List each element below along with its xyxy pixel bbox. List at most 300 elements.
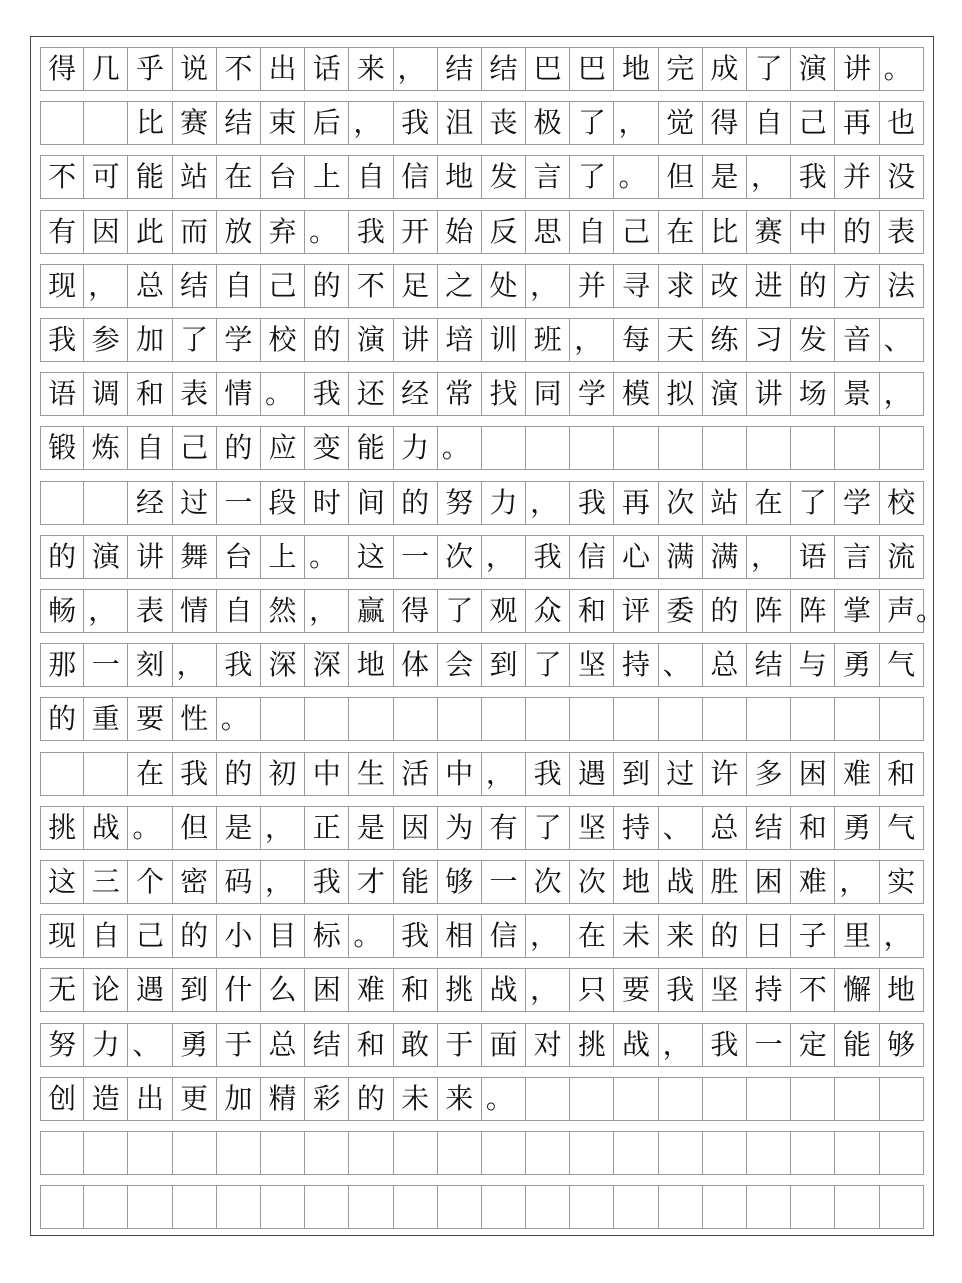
grid-cell: ， [835, 860, 879, 904]
grid-cell: 过 [173, 481, 217, 525]
grid-cell: 来 [438, 1077, 482, 1121]
grid-cell: 表 [128, 589, 172, 633]
grid-cell: 求 [659, 264, 703, 308]
grid-cell: 要 [128, 697, 172, 741]
grid-cell: 几 [84, 47, 128, 91]
grid-cell: 并 [570, 264, 614, 308]
grid-cell: 的 [40, 697, 84, 741]
grid-cell: 、 [128, 1023, 172, 1067]
grid-cell: 比 [703, 210, 747, 254]
grid-cell: 台 [261, 155, 305, 199]
grid-cell: 挑 [570, 1023, 614, 1067]
grid-row [40, 1023, 924, 1067]
grid-cell: 自 [217, 264, 261, 308]
grid-row [40, 318, 924, 362]
grid-cell: 多 [747, 752, 791, 796]
grid-cell: 法 [880, 264, 924, 308]
grid-cell: 模 [614, 372, 658, 416]
grid-cell: 讲 [128, 535, 172, 579]
grid-cell: 。 [880, 47, 924, 91]
grid-cell: ， [570, 318, 614, 362]
grid-cell: 了 [438, 589, 482, 633]
grid-cell: 因 [84, 210, 128, 254]
grid-cell: 己 [614, 210, 658, 254]
grid-cell: 努 [40, 1023, 84, 1067]
grid-cell: 开 [394, 210, 438, 254]
grid-cell: 信 [570, 535, 614, 579]
grid-cell: ， [305, 589, 349, 633]
grid-cell: 炼 [84, 426, 128, 470]
grid-cell: 天 [659, 318, 703, 362]
grid-cell: ， [261, 806, 305, 850]
grid-cell [438, 1131, 482, 1175]
grid-cell: 不 [791, 968, 835, 1012]
grid-cell: 的 [305, 264, 349, 308]
grid-cell: 在 [659, 210, 703, 254]
grid-cell: 到 [614, 752, 658, 796]
grid-cell: ， [482, 752, 526, 796]
grid-row [40, 1185, 924, 1229]
grid-cell: 于 [438, 1023, 482, 1067]
grid-cell: ， [526, 481, 570, 525]
grid-cell [659, 426, 703, 470]
grid-cell: 一 [84, 643, 128, 687]
grid-cell: 能 [349, 426, 393, 470]
grid-cell: 这 [40, 860, 84, 904]
grid-cell: 赛 [173, 101, 217, 145]
grid-cell: 和 [791, 806, 835, 850]
grid-cell: 到 [482, 643, 526, 687]
grid-cell: 培 [438, 318, 482, 362]
grid-cell: 我 [305, 372, 349, 416]
grid-cell: 台 [217, 535, 261, 579]
grid-cell [128, 1185, 172, 1229]
grid-cell: 弃 [261, 210, 305, 254]
grid-cell: 实 [880, 860, 924, 904]
grid-cell: 委 [659, 589, 703, 633]
grid-cell: ， [394, 47, 438, 91]
grid-cell [40, 481, 84, 525]
grid-cell: 正 [305, 806, 349, 850]
grid-cell: 未 [614, 914, 658, 958]
grid-cell [791, 1131, 835, 1175]
grid-cell [747, 1185, 791, 1229]
grid-cell: 己 [791, 101, 835, 145]
grid-cell [84, 1131, 128, 1175]
grid-row [40, 697, 924, 741]
grid-cell: 放 [217, 210, 261, 254]
grid-cell: 还 [349, 372, 393, 416]
grid-cell: 结 [482, 47, 526, 91]
grid-cell: 和 [570, 589, 614, 633]
grid-cell: 气 [880, 806, 924, 850]
grid-cell: 但 [173, 806, 217, 850]
grid-cell: 困 [747, 860, 791, 904]
grid-cell: 标 [305, 914, 349, 958]
grid-cell: 然 [261, 589, 305, 633]
grid-cell: 坚 [703, 968, 747, 1012]
grid-cell: 了 [791, 481, 835, 525]
grid-cell: 声 [880, 589, 924, 633]
grid-cell [614, 697, 658, 741]
grid-cell: 锻 [40, 426, 84, 470]
grid-cell: 刻 [128, 643, 172, 687]
grid-cell [570, 426, 614, 470]
grid-cell [305, 697, 349, 741]
grid-cell: 之 [438, 264, 482, 308]
grid-cell: ， [482, 535, 526, 579]
grid-cell [703, 697, 747, 741]
grid-cell: 子 [791, 914, 835, 958]
grid-cell: 次 [659, 481, 703, 525]
grid-cell [880, 1077, 924, 1121]
grid-cell: 觉 [659, 101, 703, 145]
grid-cell [217, 1131, 261, 1175]
grid-cell: 加 [217, 1077, 261, 1121]
grid-cell: 足 [394, 264, 438, 308]
grid-cell: 寻 [614, 264, 658, 308]
grid-cell: 得 [40, 47, 84, 91]
grid-cell [526, 426, 570, 470]
grid-cell [880, 426, 924, 470]
grid-cell: 自 [349, 155, 393, 199]
grid-cell: 一 [747, 1023, 791, 1067]
grid-cell: 码 [217, 860, 261, 904]
grid-cell: 有 [482, 806, 526, 850]
grid-cell: 到 [173, 968, 217, 1012]
grid-cell: 总 [703, 806, 747, 850]
grid-cell [261, 1131, 305, 1175]
grid-cell [747, 697, 791, 741]
grid-row [40, 535, 924, 579]
grid-cell: 众 [526, 589, 570, 633]
grid-cell: 加 [128, 318, 172, 362]
grid-cell: 过 [659, 752, 703, 796]
grid-cell: ， [747, 535, 791, 579]
grid-cell: 中 [438, 752, 482, 796]
grid-cell: 的 [349, 1077, 393, 1121]
grid-cell: 才 [349, 860, 393, 904]
grid-cell: 话 [305, 47, 349, 91]
grid-cell: 初 [261, 752, 305, 796]
grid-cell: 阵 [747, 589, 791, 633]
grid-cell: 掌 [835, 589, 879, 633]
grid-cell: 乎 [128, 47, 172, 91]
grid-cell: 够 [880, 1023, 924, 1067]
grid-cell: ， [526, 968, 570, 1012]
grid-cell: 地 [614, 47, 658, 91]
grid-cell: 的 [173, 914, 217, 958]
grid-cell: 挑 [40, 806, 84, 850]
grid-row [40, 155, 924, 199]
grid-cell [261, 1185, 305, 1229]
grid-cell: 持 [614, 806, 658, 850]
grid-cell: 改 [703, 264, 747, 308]
grid-cell: 信 [394, 155, 438, 199]
grid-cell: ， [84, 264, 128, 308]
grid-cell: 我 [526, 535, 570, 579]
grid-cell: 次 [438, 535, 482, 579]
grid-cell [349, 1185, 393, 1229]
grid-cell: 能 [394, 860, 438, 904]
grid-cell: 自 [84, 914, 128, 958]
grid-cell: 极 [526, 101, 570, 145]
grid-cell: 赢 [349, 589, 393, 633]
grid-cell: 。 [128, 806, 172, 850]
grid-cell: 束 [261, 101, 305, 145]
grid-cell: 战 [84, 806, 128, 850]
grid-cell [261, 697, 305, 741]
grid-cell: 言 [835, 535, 879, 579]
grid-cell: 我 [659, 968, 703, 1012]
grid-cell: 精 [261, 1077, 305, 1121]
grid-cell: 习 [747, 318, 791, 362]
grid-cell [84, 101, 128, 145]
grid-cell: ， [349, 101, 393, 145]
grid-cell [747, 426, 791, 470]
grid-cell: 结 [305, 1023, 349, 1067]
grid-row [40, 47, 924, 91]
grid-cell: 。 [305, 535, 349, 579]
grid-cell: 够 [438, 860, 482, 904]
grid-cell [349, 697, 393, 741]
grid-cell [614, 1185, 658, 1229]
grid-cell: 时 [305, 481, 349, 525]
grid-cell: 处 [482, 264, 526, 308]
grid-cell: 方 [835, 264, 879, 308]
grid-cell: 是 [349, 806, 393, 850]
grid-cell: 的 [791, 264, 835, 308]
grid-cell: 同 [526, 372, 570, 416]
grid-cell: 和 [349, 1023, 393, 1067]
grid-cell: 能 [835, 1023, 879, 1067]
grid-cell [40, 1131, 84, 1175]
grid-cell [482, 1185, 526, 1229]
grid-cell [570, 1131, 614, 1175]
grid-cell: 班 [526, 318, 570, 362]
grid-cell: 应 [261, 426, 305, 470]
grid-cell [835, 697, 879, 741]
grid-cell [394, 1131, 438, 1175]
grid-cell: 、 [659, 643, 703, 687]
grid-cell: 发 [791, 318, 835, 362]
grid-cell: ， [526, 914, 570, 958]
grid-cell: 深 [305, 643, 349, 687]
grid-cell: 的 [394, 481, 438, 525]
grid-cell: 找 [482, 372, 526, 416]
grid-cell: 不 [217, 47, 261, 91]
grid-cell: 总 [703, 643, 747, 687]
grid-cell [482, 426, 526, 470]
grid-cell [394, 1185, 438, 1229]
grid-cell: 而 [173, 210, 217, 254]
grid-cell [703, 1077, 747, 1121]
grid-cell: 常 [438, 372, 482, 416]
grid-cell [835, 1131, 879, 1175]
grid-cell: 思 [526, 210, 570, 254]
grid-cell: 许 [703, 752, 747, 796]
grid-cell [173, 1185, 217, 1229]
grid-cell: 是 [217, 806, 261, 850]
grid-cell [791, 1185, 835, 1229]
grid-cell: 上 [261, 535, 305, 579]
grid-cell: 困 [305, 968, 349, 1012]
grid-cell: ， [880, 914, 924, 958]
grid-cell [526, 1077, 570, 1121]
grid-cell: 力 [394, 426, 438, 470]
grid-cell: 校 [261, 318, 305, 362]
grid-cell: 地 [880, 968, 924, 1012]
grid-cell [128, 1131, 172, 1175]
grid-cell: 我 [791, 155, 835, 199]
grid-cell: ， [880, 372, 924, 416]
grid-cell: 能 [128, 155, 172, 199]
grid-cell: 地 [438, 155, 482, 199]
grid-cell: 次 [526, 860, 570, 904]
grid-cell: 深 [261, 643, 305, 687]
grid-cell: 结 [217, 101, 261, 145]
grid-cell: 战 [659, 860, 703, 904]
grid-cell: 在 [747, 481, 791, 525]
grid-cell: 舞 [173, 535, 217, 579]
grid-cell [570, 697, 614, 741]
grid-cell: 了 [747, 47, 791, 91]
grid-cell: 我 [40, 318, 84, 362]
grid-cell: 表 [880, 210, 924, 254]
grid-cell: 自 [747, 101, 791, 145]
grid-cell: 的 [703, 914, 747, 958]
grid-cell [482, 697, 526, 741]
grid-cell: 每 [614, 318, 658, 362]
grid-row [40, 264, 924, 308]
grid-cell: 和 [880, 752, 924, 796]
grid-cell: 言 [526, 155, 570, 199]
grid-cell: 我 [394, 914, 438, 958]
grid-cell: 的 [217, 426, 261, 470]
grid-cell: 现 [40, 264, 84, 308]
grid-cell: 要 [614, 968, 658, 1012]
grid-row [40, 101, 924, 145]
grid-cell: 次 [570, 860, 614, 904]
grid-row [40, 1077, 924, 1121]
grid-row [40, 860, 924, 904]
grid-cell: 学 [217, 318, 261, 362]
grid-cell: 演 [703, 372, 747, 416]
grid-cell: 坚 [570, 643, 614, 687]
grid-cell: 中 [305, 752, 349, 796]
grid-cell: 。 [305, 210, 349, 254]
grid-cell: 我 [570, 481, 614, 525]
grid-cell: 、 [880, 318, 924, 362]
grid-cell: 论 [84, 968, 128, 1012]
grid-cell: 此 [128, 210, 172, 254]
grid-cell: 是 [703, 155, 747, 199]
grid-cell [614, 1131, 658, 1175]
grid-cell: 。 [482, 1077, 526, 1121]
grid-cell: 参 [84, 318, 128, 362]
grid-cell: 和 [128, 372, 172, 416]
grid-cell: 生 [349, 752, 393, 796]
grid-cell: 并 [835, 155, 879, 199]
grid-row [40, 752, 924, 796]
grid-cell [84, 1185, 128, 1229]
grid-cell [614, 1077, 658, 1121]
grid-cell: 得 [703, 101, 747, 145]
grid-cell [217, 1185, 261, 1229]
grid-cell: 那 [40, 643, 84, 687]
grid-cell [791, 426, 835, 470]
grid-row [40, 1131, 924, 1175]
grid-cell [570, 1077, 614, 1121]
grid-cell: 。 [614, 155, 658, 199]
grid-cell: 。 [438, 426, 482, 470]
grid-cell: 遇 [570, 752, 614, 796]
grid-cell: 满 [703, 535, 747, 579]
grid-cell: 沮 [438, 101, 482, 145]
grid-cell: 我 [305, 860, 349, 904]
grid-cell: 、 [659, 806, 703, 850]
grid-cell: 赛 [747, 210, 791, 254]
grid-cell [84, 481, 128, 525]
grid-cell: 了 [570, 155, 614, 199]
grid-cell: 体 [394, 643, 438, 687]
grid-cell: 畅 [40, 589, 84, 633]
grid-cell: 造 [84, 1077, 128, 1121]
grid-cell: 。 [217, 697, 261, 741]
grid-cell: 创 [40, 1077, 84, 1121]
grid-cell [880, 1185, 924, 1229]
grid-cell: 更 [173, 1077, 217, 1121]
grid-cell: 也 [880, 101, 924, 145]
grid-cell: 可 [84, 155, 128, 199]
grid-cell: 我 [703, 1023, 747, 1067]
grid-cell [703, 426, 747, 470]
grid-cell: 对 [526, 1023, 570, 1067]
grid-cell: 在 [570, 914, 614, 958]
grid-cell: 自 [570, 210, 614, 254]
grid-cell: 校 [880, 481, 924, 525]
grid-cell: 音 [835, 318, 879, 362]
grid-cell: 练 [703, 318, 747, 362]
grid-cell: 己 [128, 914, 172, 958]
grid-cell [570, 1185, 614, 1229]
grid-cell: ， [84, 589, 128, 633]
grid-row [40, 806, 924, 850]
grid-cell: 出 [128, 1077, 172, 1121]
grid-row [40, 372, 924, 416]
grid-cell: 巴 [526, 47, 570, 91]
grid-cell: 完 [659, 47, 703, 91]
grid-cell [438, 1185, 482, 1229]
grid-cell: 遇 [128, 968, 172, 1012]
grid-cell: 气 [880, 643, 924, 687]
grid-cell: 说 [173, 47, 217, 91]
grid-cell: 个 [128, 860, 172, 904]
grid-cell: 景 [835, 372, 879, 416]
grid-cell: 流 [880, 535, 924, 579]
grid-cell: 的 [835, 210, 879, 254]
grid-cell: 调 [84, 372, 128, 416]
grid-cell: 勇 [835, 806, 879, 850]
grid-cell: 结 [747, 643, 791, 687]
grid-cell: 演 [791, 47, 835, 91]
grid-row [40, 643, 924, 687]
grid-cell: 勇 [173, 1023, 217, 1067]
grid-cell: ， [614, 101, 658, 145]
grid-cell: 战 [614, 1023, 658, 1067]
grid-cell: 反 [482, 210, 526, 254]
grid-cell: 总 [128, 264, 172, 308]
